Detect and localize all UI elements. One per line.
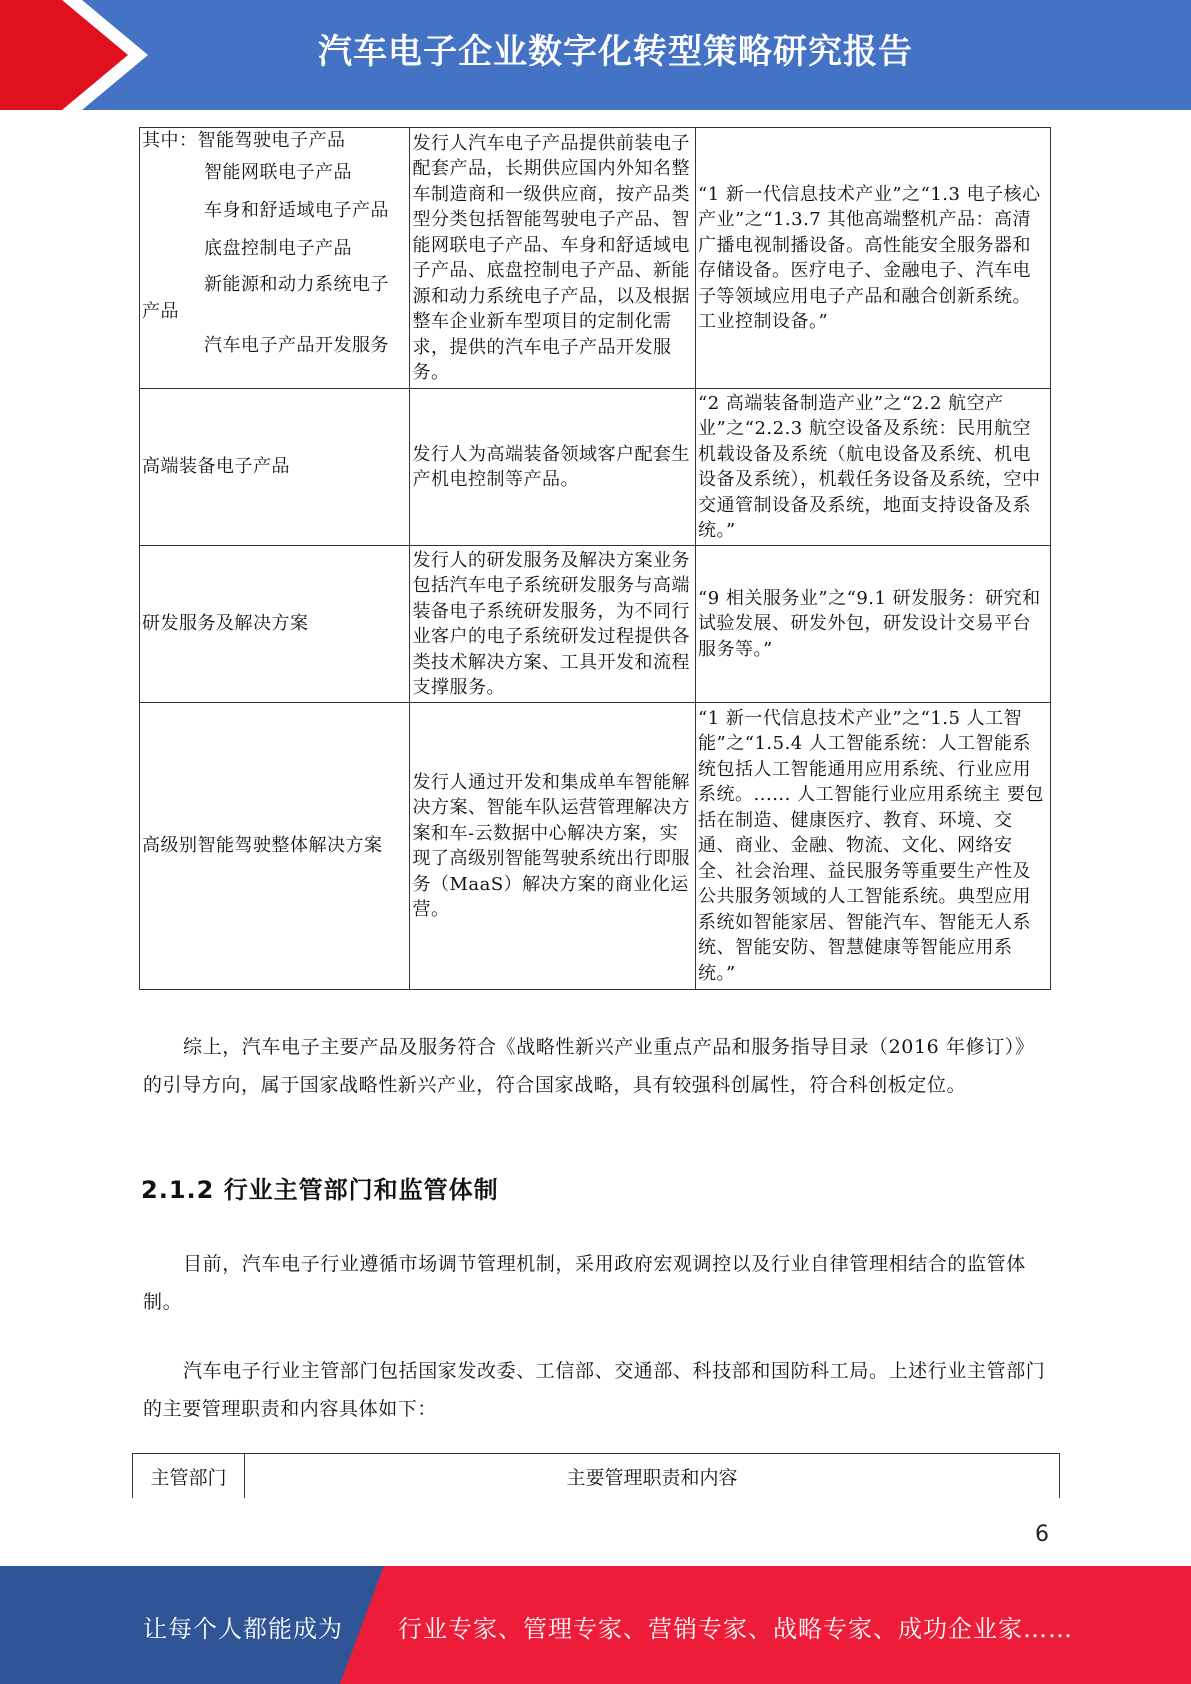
authority-table bbox=[132, 1453, 1060, 1498]
page-number: 6 bbox=[1035, 1522, 1049, 1547]
summary-paragraph: 综上，汽车电子主要产品及服务符合《战略性新兴产业重点产品和服务指导目录（2016 年修订）》的引导方向，属于国家战略性新兴产业，符合国家战略，具有较强科创属性，符合科创板定位。 bbox=[143, 1036, 1035, 1096]
table-cell-catalog: “2 高端装备制造产业”之“2.2 航空产业”之“2.2.3 航空设备及系统：民用航空机载设备及系统（航电设备及系统、机电设备及系统），机载任务设备及系统，空中交通管制设备及系统，地面支持设备及系统。” bbox=[696, 389, 1051, 546]
table-cell-description: 发行人为高端装备领域客户配套生产机电控制等产品。 bbox=[410, 389, 696, 546]
table-row bbox=[140, 703, 1051, 990]
table-cell-description: 发行人的研发服务及解决方案业务包括汽车电子系统研发服务与高端装备电子系统研发服务，为不同行业客户的电子系统研发过程提供各类技术解决方案、工具开发和流程支撑服务。 bbox=[410, 546, 696, 703]
product-line: 其中：智能驾驶电子产品 bbox=[142, 130, 346, 151]
table-cell-products bbox=[140, 128, 410, 389]
table-cell-catalog: “1 新一代信息技术产业”之“1.5 人工智能”之“1.5.4 人工智能系统：人工智能系统包括人工智能通用应用系统、行业应用系统。...... 人工智能行业应用系统主 要包括在制造、健康医疗、教育、环境、交通、商业、金融、物流、文化、网络安全、社会治理、益民服务等重要生产性及公共服务领域的人工智能系统。典型应用系统如智能家居、智能汽车、智能无人系统、智能安防、智慧健康等智能应用系统。” bbox=[696, 703, 1051, 990]
table-cell-products: 研发服务及解决方案 bbox=[140, 546, 410, 703]
product-line: 车身和舒适域电子产品 bbox=[204, 200, 389, 221]
table-cell-description: 发行人通过开发和集成单车智能解决方案、智能车队运营管理解决方案和车-云数据中心解决方案，实现了高级别智能驾驶系统出行即服务（MaaS）解决方案的商业化运营。 bbox=[410, 703, 696, 990]
product-line: 新能源和动力系统电子 bbox=[204, 274, 389, 295]
table-cell-catalog: “1 新一代信息技术产业”之“1.3 电子核心产业”之“1.3.7 其他高端整机产品：高清广播电视制播设备。高性能安全服务器和存储设备。医疗电子、金融电子、汽车电子等领域应用电子产品和融合创新系统。工业控制设备。” bbox=[696, 128, 1051, 389]
table-row bbox=[140, 389, 1051, 546]
report-title: 汽车电子企业数字化转型策略研究报告 bbox=[318, 32, 913, 72]
footer-slogan-left: 让每个人都能成为 bbox=[143, 1615, 343, 1643]
table-header-duties: 主要管理职责和内容 bbox=[245, 1454, 1060, 1499]
footer-slogan-right: 行业专家、管理专家、营销专家、战略专家、成功企业家…… bbox=[398, 1615, 1073, 1643]
page-header bbox=[0, 0, 1191, 110]
product-line: 智能网联电子产品 bbox=[204, 162, 352, 183]
table-row bbox=[140, 546, 1051, 703]
table-header-department: 主管部门 bbox=[133, 1454, 245, 1499]
section-heading: 2.1.2 行业主管部门和监管体制 bbox=[141, 1176, 499, 1204]
body-paragraph: 目前，汽车电子行业遵循市场调节管理机制，采用政府宏观调控以及行业自律管理相结合的监管体制。 bbox=[143, 1253, 1026, 1313]
page-footer bbox=[0, 1566, 1191, 1684]
body-paragraph: 汽车电子行业主管部门包括国家发改委、工信部、交通部、科技部和国防科工局。上述行业主管部门的主要管理职责和内容具体如下： bbox=[143, 1360, 1046, 1420]
table-cell-products: 高级别智能驾驶整体解决方案 bbox=[140, 703, 410, 990]
table-header-row bbox=[133, 1454, 1060, 1499]
product-line: 底盘控制电子产品 bbox=[204, 238, 352, 259]
table-cell-products: 高端装备电子产品 bbox=[140, 389, 410, 546]
table-row bbox=[140, 128, 1051, 389]
table-cell-description: 发行人汽车电子产品提供前装电子配套产品，长期供应国内外知名整车制造商和一级供应商，按产品类型分类包括智能驾驶电子产品、智能网联电子产品、车身和舒适域电子产品、底盘控制电子产品、新能源和动力系统电子产品，以及根据整车企业新车型项目的定制化需求，提供的汽车电子产品开发服务。 bbox=[410, 128, 696, 389]
table-cell-catalog: “9 相关服务业”之“9.1 研发服务：研究和试验发展、研发外包，研发设计交易平台服务等。” bbox=[696, 546, 1051, 703]
product-line: 产品 bbox=[142, 301, 179, 322]
product-line: 汽车电子产品开发服务 bbox=[204, 335, 389, 356]
product-industry-table bbox=[139, 127, 1051, 990]
